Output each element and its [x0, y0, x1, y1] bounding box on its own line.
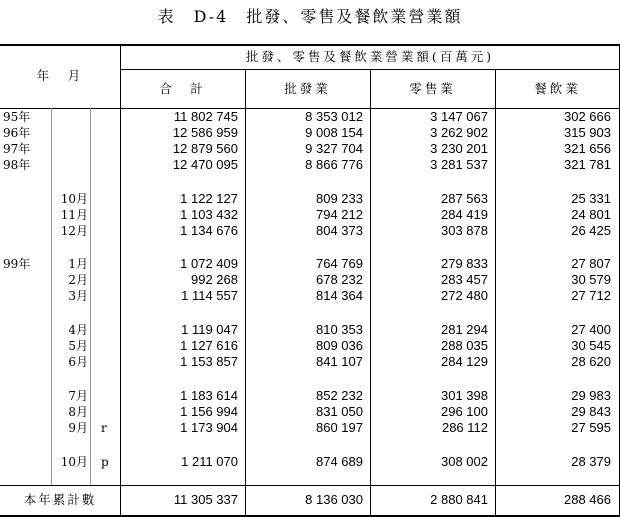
cell-wholesale: 764 769: [316, 256, 363, 271]
footer-total: 11 305 337: [173, 492, 238, 507]
cell-food: 27 712: [571, 288, 611, 303]
cell-wholesale: 814 364: [316, 288, 363, 303]
label-subcolumn-divider: [51, 108, 52, 485]
cell-retail: 281 294: [441, 322, 488, 337]
row-header-label: 年 月: [36, 68, 84, 83]
cell-total: 1 156 994: [180, 404, 238, 419]
label-subcolumn-divider: [90, 108, 91, 485]
cell-total: 1 103 432: [180, 207, 238, 222]
cell-food: 28 620: [571, 354, 611, 369]
cell-food: 27 400: [571, 322, 611, 337]
cell-retail: 303 878: [441, 223, 488, 238]
cell-total: 12 470 095: [172, 157, 238, 172]
cell-total: 1 114 557: [181, 288, 238, 303]
cell-total: 1 183 614: [180, 388, 238, 403]
cell-total: 992 268: [191, 272, 238, 287]
row-year: 98年: [3, 158, 31, 172]
cell-retail: 3 281 537: [430, 157, 488, 172]
cell-total: 1 173 904: [180, 420, 238, 435]
cell-wholesale: 809 036: [316, 338, 363, 353]
col-header-total: 合 計: [159, 81, 206, 96]
cell-wholesale: 860 197: [316, 420, 363, 435]
cell-wholesale: 874 689: [316, 454, 363, 469]
cell-food: 28 379: [571, 454, 611, 469]
cell-food: 25 331: [571, 191, 611, 206]
row-month: 10月: [60, 192, 88, 206]
cell-wholesale: 804 373: [316, 223, 363, 238]
footer-wholesale: 8 136 030: [305, 492, 363, 507]
row-month: 12月: [60, 224, 88, 238]
table-top-rule: [0, 44, 620, 46]
cell-total: 12 879 560: [172, 141, 238, 156]
cell-retail: 308 002: [441, 454, 488, 469]
cell-total: 1 211 070: [181, 454, 238, 469]
cell-total: 1 127 616: [180, 338, 238, 353]
cell-retail: 3 147 067: [430, 109, 488, 124]
row-month: 6月: [68, 355, 88, 369]
cell-food: 27 807: [571, 256, 611, 271]
row-flag: p: [101, 455, 109, 469]
row-year: 95年: [3, 110, 31, 124]
cell-retail: 288 035: [441, 338, 488, 353]
cell-food: 302 666: [564, 109, 611, 124]
row-month: 2月: [68, 273, 88, 287]
cell-wholesale: 831 050: [316, 404, 363, 419]
cell-retail: 296 100: [441, 404, 488, 419]
data-table: [0, 44, 620, 517]
cell-food: 30 545: [571, 338, 611, 353]
cell-wholesale: 809 233: [316, 191, 363, 206]
cell-food: 27 595: [571, 420, 611, 435]
footer-top-rule: [0, 485, 620, 486]
cell-total: 12 586 959: [172, 125, 238, 140]
cell-retail: 301 398: [441, 388, 488, 403]
cell-total: 1 119 047: [181, 322, 238, 337]
cell-food: 321 781: [564, 157, 611, 172]
col-header-wholesale: 批發業: [284, 81, 331, 96]
cell-wholesale: 9 327 704: [305, 141, 363, 156]
cell-wholesale: 794 212: [316, 207, 363, 222]
cell-retail: 3 230 201: [430, 141, 488, 156]
table-title: 表 D-4 批發、零售及餐飲業營業額: [157, 7, 463, 26]
footer-retail: 2 880 841: [430, 492, 488, 507]
footer-label: 本年累計數: [23, 492, 97, 507]
row-month: 5月: [68, 339, 88, 353]
cell-retail: 279 833: [441, 256, 488, 271]
row-month: 3月: [68, 289, 88, 303]
cell-total: 11 802 745: [173, 109, 238, 124]
row-month: 9月: [68, 421, 88, 435]
row-month: 1月: [68, 257, 88, 271]
cell-total: 1 134 676: [180, 223, 238, 238]
cell-retail: 287 563: [441, 191, 488, 206]
cell-retail: 286 112: [441, 420, 488, 435]
col-header-food: 餐飲業: [534, 81, 581, 96]
cell-food: 321 656: [564, 141, 611, 156]
cell-wholesale: 678 232: [316, 272, 363, 287]
cell-total: 1 122 127: [180, 191, 238, 206]
cell-retail: 284 419: [441, 207, 488, 222]
cell-food: 29 983: [571, 388, 611, 403]
row-month: 8月: [68, 405, 88, 419]
row-year: 96年: [3, 126, 31, 140]
cell-retail: 3 262 902: [430, 125, 488, 140]
row-flag: r: [101, 421, 107, 435]
row-year: 97年: [3, 142, 31, 156]
col-header-retail: 零售業: [409, 81, 456, 96]
row-month: 4月: [68, 323, 88, 337]
cell-food: 26 425: [571, 223, 611, 238]
cell-wholesale: 8 866 776: [305, 157, 363, 172]
cell-wholesale: 9 008 154: [305, 125, 363, 140]
cell-food: 315 903: [564, 125, 611, 140]
cell-retail: 272 480: [441, 288, 488, 303]
row-month: 7月: [68, 389, 88, 403]
cell-retail: 283 457: [441, 272, 488, 287]
cell-food: 24 801: [571, 207, 611, 222]
cell-food: 29 843: [571, 404, 611, 419]
row-month: 11月: [60, 208, 88, 222]
group-header-label: 批發、零售及餐飲業營業額(百萬元): [245, 49, 495, 64]
cell-total: 1 153 857: [180, 354, 238, 369]
cell-wholesale: 810 353: [316, 322, 363, 337]
cell-wholesale: 8 353 012: [305, 109, 363, 124]
cell-wholesale: 841 107: [316, 354, 363, 369]
cell-retail: 284 129: [441, 354, 488, 369]
row-month: 10月: [60, 455, 88, 469]
cell-total: 1 072 409: [180, 256, 238, 271]
row-year: 99年: [3, 257, 31, 271]
footer-food: 288 466: [564, 492, 611, 507]
cell-wholesale: 852 232: [316, 388, 363, 403]
cell-food: 30 579: [571, 272, 611, 287]
